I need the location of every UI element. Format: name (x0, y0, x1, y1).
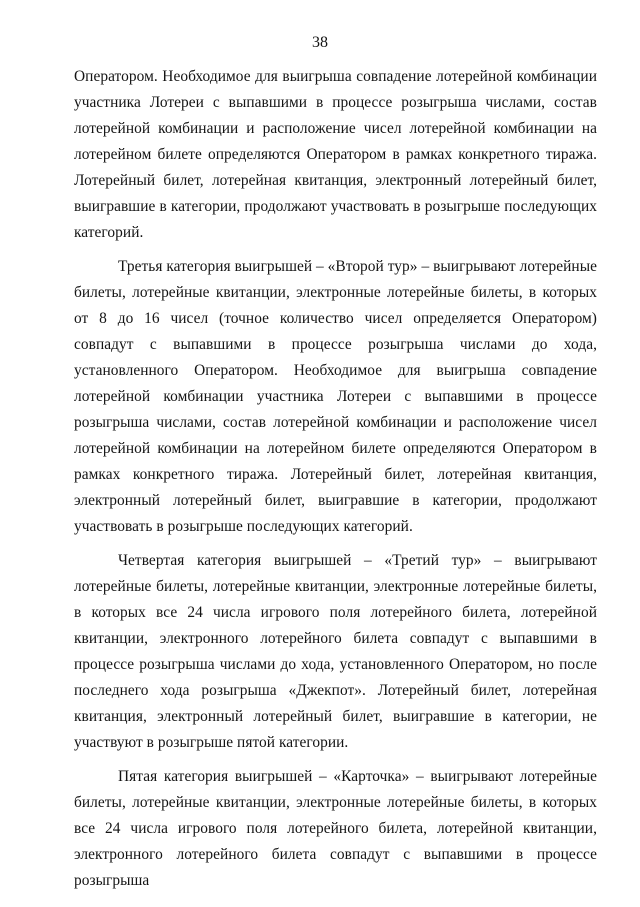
paragraph-fifth-category: Пятая категория выигрышей – «Карточка» – выигрывают лотерейные билеты, лотерейные квитанции, электронные лотерейные билеты, в которых все 24 числа игрового поля лотерейного билета, лотерейной квитанции, электронного лотерейного билета совпадут с выпавшими в процессе розыгрыша (74, 768, 597, 889)
paragraph-continuation: Оператором. Необходимое для выигрыша совпадение лотерейной комбинации участника Лотереи с выпавшими в процессе розыгрыша числами, состав лотерейной комбинации и расположение чисел лотерейной комбинации на лотерейном билете определяются Оператором в рамках конкретного тиража. Лотерейный билет, лотерейная квитанция, электронный лотерейный билет, выигравшие в категории, продолжают участвовать в розыгрыше последующих категорий. (74, 68, 597, 241)
paragraph-third-category: Третья категория выигрышей – «Второй тур» – выигрывают лотерейные билеты, лотерейные квитанции, электронные лотерейные билеты, в которых от 8 до 16 чисел (точное количество чисел определяется Оператором) совпадут с выпавшими в процессе розыгрыша числами до хода, установленного Оператором. Необходимое для выигрыша совпадение лотерейной комбинации участника Лотереи с выпавшими в процессе розыгрыша числами, состав лотерейной комбинации и расположение чисел лотерейной комбинации на лотерейном билете определяются Оператором в рамках конкретного тиража. Лотерейный билет, лотерейная квитанция, электронный лотерейный билет, выигравшие в категории, продолжают участвовать в розыгрыше последующих категорий. (74, 258, 597, 535)
document-body (74, 64, 597, 894)
paragraph-fourth-category: Четвертая категория выигрышей – «Третий тур» – выигрывают лотерейные билеты, лотерейные квитанции, электронные лотерейные билеты, в которых все 24 числа игрового поля лотерейного билета, лотерейной квитанции, электронного лотерейного билета совпадут с выпавшими в процессе розыгрыша числами до хода, установленного Оператором, но после последнего хода розыгрыша «Джекпот». Лотерейный билет, лотерейная квитанция, электронный лотерейный билет, выигравшие в категории, не участвуют в розыгрыше пятой категории. (74, 552, 597, 751)
page-number: 38 (312, 34, 328, 51)
